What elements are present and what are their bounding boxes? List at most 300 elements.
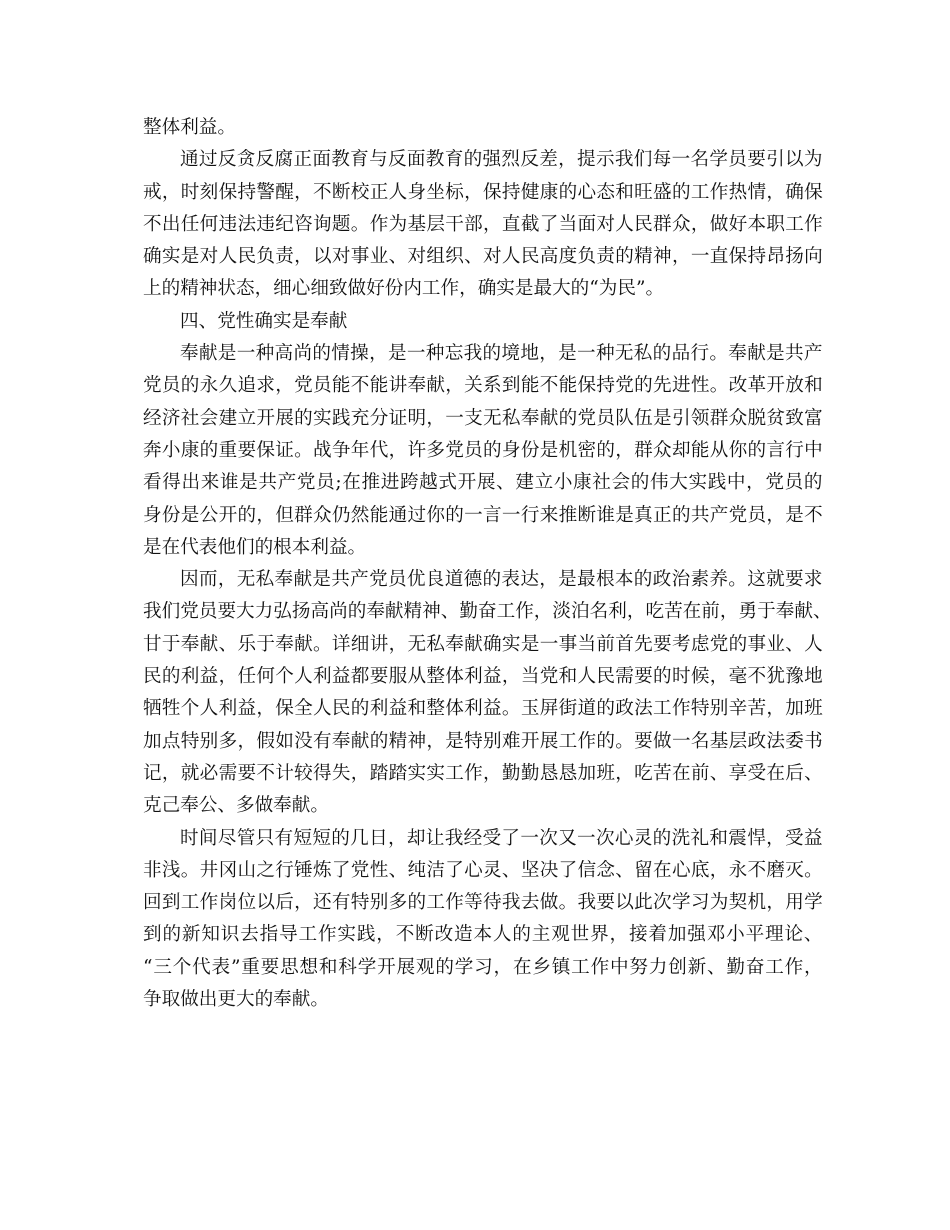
text-char: 奉 [520,407,540,429]
text-char: 仍 [331,504,351,526]
text-char: 种 [595,343,615,365]
text-line [143,596,832,628]
text-char: 责 [596,246,615,268]
text-char: 许 [407,439,427,461]
text-line [143,467,823,499]
text-char: 泊 [571,601,590,623]
text-char: 询 [313,213,332,235]
text-char: 了 [331,859,351,881]
text-char: 共 [331,569,350,591]
text-char: 因 [180,569,199,591]
text-char: ， [483,213,502,235]
text-char: 关 [464,375,483,397]
text-char: 言 [766,439,785,461]
text-line [143,241,823,273]
text-char: 众 [653,439,672,461]
text-char: 党 [294,375,313,397]
text-char: 明 [407,407,427,429]
text-char: 踏 [388,762,408,784]
text-char: 员 [198,601,218,623]
text-char: 不 [143,213,162,235]
text-line [143,823,823,855]
text-char: 强 [482,149,502,171]
text-char: 看 [143,472,162,494]
text-char: 牲 [161,698,181,720]
text-char: 献 [294,633,313,655]
text-char: 尽 [217,827,237,849]
text-char: 对 [483,246,502,268]
text-char: 的 [162,924,182,946]
text-char: 员 [316,472,335,494]
text-char: 员 [784,472,804,494]
text-char: 行 [785,439,804,461]
text-char: 社 [592,472,611,494]
text-char: 讲 [369,633,389,655]
text-char: 践 [331,407,351,429]
text-char: 科 [338,956,357,978]
text-char: 加 [785,698,804,720]
text-char: 伟 [649,472,669,494]
text-char: 作 [199,892,219,914]
text-char: 有 [274,827,294,849]
text-char: 习 [474,956,493,978]
text-char: 公 [199,504,219,526]
text-char: 民 [237,246,257,268]
text-char: 充 [350,407,370,429]
text-char: ， [766,698,785,720]
text-char: 到 [161,892,181,914]
text-char: 地 [520,343,539,365]
text-char: 无 [614,343,634,365]
text-char: 信 [577,859,597,881]
text-char: 次 [595,827,615,849]
text-char: 社 [180,407,200,429]
text-char: ， [709,859,729,881]
text-char: 个 [172,956,192,978]
text-char: 面 [577,213,597,235]
text-char: 间 [198,827,218,849]
text-char: 众 [671,213,691,235]
text-char: 的 [633,569,653,591]
text-char: 能 [690,439,710,461]
text-char: 谁 [219,472,239,494]
text-char: 洗 [671,827,691,849]
text-char: 去 [520,892,540,914]
text-char: 弘 [273,601,292,623]
text-char: 立 [534,472,554,494]
text-char: 工 [445,762,464,784]
text-char: 德 [463,569,483,591]
text-char: 何 [199,213,219,235]
text-char: 一 [690,246,710,268]
text-char: 保 [804,181,823,203]
text-char: 份 [520,439,540,461]
text-char: 作 [464,762,483,784]
text-char: 候 [690,666,710,688]
text-char: 冈 [218,859,238,881]
text-char: 有 [331,892,351,914]
text-char: 决 [539,859,559,881]
text-char: 特 [690,698,710,720]
text-char: 念 [596,859,615,881]
text-char: 能 [331,375,351,397]
text-char: 别 [709,698,729,720]
text-char: 优 [406,569,426,591]
text-char: 精 [403,601,423,623]
text-char: 此 [634,892,653,914]
text-char: 重 [218,439,238,461]
text-char: 代 [369,439,389,461]
text-char: 益 [388,698,408,720]
text-char: 神 [653,246,672,268]
text-char: 益 [803,827,823,849]
text-char: 、 [707,956,726,978]
text-char: 领 [690,407,710,429]
text-char: 学 [709,149,728,171]
text-char: 年 [350,439,370,461]
text-char: 新 [181,924,201,946]
text-char: ， [218,666,238,688]
text-char: ， [539,343,558,365]
text-char: 本 [747,213,767,235]
text-char: 益 [483,698,502,720]
text-char: 是 [387,343,407,365]
text-char: 持 [747,246,767,268]
text-char: 坚 [520,859,540,881]
text-char: 界 [590,924,609,946]
text-char: 干 [445,213,464,235]
document-body [143,112,832,1016]
text-char: 工 [571,956,590,978]
text-char: 只 [255,827,275,849]
text-char: 党 [728,504,748,526]
text-char: 思 [280,956,299,978]
text-line [143,177,823,209]
text-char: 一 [406,343,426,365]
text-char: 淡 [552,601,572,623]
text-char: 实 [501,633,521,655]
text-char: 和 [709,827,728,849]
text-char: 私 [255,569,275,591]
text-char: 小 [161,439,181,461]
text-char: 还 [313,892,332,914]
text-char: 浅 [161,859,181,881]
text-char: 的 [161,666,181,688]
text-char: 别 [199,730,219,752]
text-line [143,338,823,370]
text-char: 我 [463,343,483,365]
text-char: 人 [577,666,597,688]
text-char: ， [539,569,558,591]
text-char: 民 [143,666,162,688]
text-char: 谁 [596,504,615,526]
text-char: 利 [313,666,332,688]
text-char: 来 [539,504,559,526]
text-char: 实 [426,762,445,784]
text-char: 位 [237,892,257,914]
text-char: 员 [313,375,332,397]
text-char: 的 [180,375,200,397]
text-char: 组 [426,246,445,268]
text-line: 整体利益。 [143,117,236,138]
text-char: 断 [415,924,434,946]
text-char: 奉 [728,343,747,365]
text-char: 要 [260,956,280,978]
text-char: 保 [728,246,748,268]
text-char: 和 [407,698,427,720]
text-char: 贪 [236,149,256,171]
text-char: 标 [445,181,464,203]
text-char: 推 [361,472,381,494]
text-char: 推 [558,504,578,526]
text-char: 在 [342,472,361,494]
text-char: 共 [258,472,278,494]
text-char: 要 [369,666,389,688]
text-char: 私 [426,633,445,655]
text-char: 。 [804,859,823,881]
text-char: 确 [143,246,162,268]
text-char: 就 [180,762,200,784]
text-char: 人 [804,633,823,655]
text-char: 加 [667,924,687,946]
text-char: 们 [161,601,181,623]
text-char: 无 [407,633,427,655]
text-char: 一 [445,407,464,429]
text-char: 好 [728,213,748,235]
text-char: 作 [515,601,534,623]
text-line [143,209,823,241]
text-char: 勤 [501,762,521,784]
text-char: 醒 [275,181,294,203]
text-char: 工 [426,892,445,914]
text-char: 的 [652,343,672,365]
text-char: 勤 [459,601,478,623]
text-char: 导 [279,924,298,946]
text-char: 员 [161,375,181,397]
text-char: 接 [628,924,648,946]
text-char: 为 [709,892,729,914]
text-char: ， [237,730,257,752]
text-char: 全 [294,698,313,720]
text-char: 益 [483,666,502,688]
text-char: 对 [407,246,427,268]
text-char: 辛 [728,698,748,720]
text-char: 新 [687,956,707,978]
text-char: 却 [406,827,426,849]
text-char: 享 [728,762,748,784]
text-char: 尚 [293,343,313,365]
text-char: 益 [331,666,351,688]
text-char: 是 [785,504,804,526]
text-char: 献 [794,601,813,623]
text-char: ， [294,246,313,268]
text-char: 工 [496,601,516,623]
text-char: 不 [313,181,332,203]
text-char: 负 [577,246,597,268]
text-char: 进 [671,375,691,397]
text-line: 是在代表他们的根本利益。 [143,536,367,558]
text-char: ， [294,892,313,914]
text-char: 着 [648,924,667,946]
text-char: 论 [784,924,804,946]
text-char: 任 [180,213,200,235]
text-char: 人 [218,246,238,268]
text-char: 警 [256,181,275,203]
text-char: 操 [350,343,369,365]
text-char: 献 [426,375,445,397]
text-char: 别 [483,730,502,752]
text-char: 作 [784,956,804,978]
text-char: 神 [407,730,427,752]
text-char: 时 [671,666,691,688]
text-char: 奋 [477,601,497,623]
text-char: 和 [804,375,823,397]
text-char: 从 [407,666,427,688]
text-char: ， [426,730,445,752]
text-char: 身 [143,504,162,526]
text-char: 以 [785,149,804,171]
text-char: ， [294,181,313,203]
text-char: 争 [331,439,351,461]
text-char: 是 [312,569,331,591]
text-char: 对 [331,246,351,268]
text-char: 昂 [766,246,785,268]
text-char: 体 [445,698,464,720]
text-char: ， [501,666,521,688]
text-char: 健 [520,181,540,203]
text-char: 等 [464,892,483,914]
text-char: 无 [483,407,502,429]
text-char: 考 [671,633,691,655]
text-char: 名 [589,601,609,623]
text-char: 会 [199,407,219,429]
text-char: 私 [501,407,521,429]
text-char: 扬 [291,601,311,623]
text-char: 致 [785,407,804,429]
text-char: 习 [690,892,710,914]
text-char: 都 [350,666,370,688]
text-char: 地 [804,666,823,688]
text-char: 、 [501,859,521,881]
text-char: 是 [217,343,237,365]
text-char: 经 [143,407,162,429]
text-char: 员 [596,407,615,429]
text-char: 持 [501,181,521,203]
text-char: 何 [256,666,275,688]
text-char: 情 [331,343,350,365]
text-char: 玉 [520,698,540,720]
text-char: 别 [369,892,389,914]
text-char: 表 [501,569,521,591]
text-char: 政 [652,569,672,591]
text-char: 精 [388,730,408,752]
text-char: 系 [483,375,502,397]
text-char: 了 [445,859,464,881]
text-char: 甘 [143,633,162,655]
text-char: 能 [369,504,389,526]
text-char: 作 [369,213,389,235]
text-char: 我 [501,892,521,914]
text-char: 非 [143,859,162,881]
text-char: 对 [596,213,615,235]
text-char: 利 [369,698,389,720]
text-char: 到 [143,924,162,946]
text-char: 校 [350,181,370,203]
text-char: 戒 [143,181,162,203]
text-char: 和 [558,666,578,688]
text-char: 提 [577,149,596,171]
text-char: 勤 [520,762,540,784]
text-char: 道 [444,569,464,591]
text-char: 学 [671,892,691,914]
text-char: 做 [653,730,672,752]
text-char: 当 [577,633,597,655]
text-char: 建 [218,407,238,429]
text-char: 负 [256,246,275,268]
text-char: 工 [765,956,784,978]
text-line: 上的精神状态，细心细致做好份内工作，确实是最大的“为民”。 [143,278,665,300]
text-char: 利 [608,601,627,623]
text-char: 工 [653,698,672,720]
text-char: 心 [577,181,597,203]
text-char: 奉 [407,375,427,397]
text-char: 面 [312,149,331,171]
text-char: 奉 [180,633,200,655]
text-char: 高 [539,246,559,268]
text-char: 受 [482,827,502,849]
text-char: 永 [728,859,748,881]
text-char: 后 [275,892,294,914]
text-char: 反 [255,149,275,171]
text-char: 去 [240,924,259,946]
text-char: 言 [483,504,502,526]
text-char: 首 [615,633,634,655]
text-char: 、 [812,601,832,623]
text-char: 利 [464,666,483,688]
text-char: 基 [407,213,427,235]
text-char: 灵 [633,827,653,849]
text-char: 在 [766,762,785,784]
text-char: 行 [275,859,294,881]
text-char: 人 [615,213,634,235]
text-char: 献 [539,407,559,429]
text-char: 旺 [634,181,653,203]
text-char: ， [376,924,395,946]
text-char: 的 [671,504,691,526]
text-char: 能 [558,375,578,397]
text-char: ， [671,246,691,268]
text-char: 咨 [294,213,313,235]
text-char: 直 [501,213,521,235]
text-char: 保 [483,181,502,203]
text-char: 学 [357,956,377,978]
text-char: 于 [757,601,776,623]
text-char: 共 [690,504,710,526]
text-char: 是 [558,569,577,591]
text-char: 前 [701,601,720,623]
text-char: 实 [313,407,332,429]
text-line [143,758,823,790]
text-char: 服 [388,666,408,688]
text-char: 工 [690,181,710,203]
text-char: 本 [614,569,634,591]
text-char: 员 [464,439,483,461]
text-char: 讲 [388,375,408,397]
text-char: 牺 [143,698,162,720]
text-char: 人 [313,698,332,720]
text-char: 在 [682,601,702,623]
text-char: 留 [634,859,653,881]
